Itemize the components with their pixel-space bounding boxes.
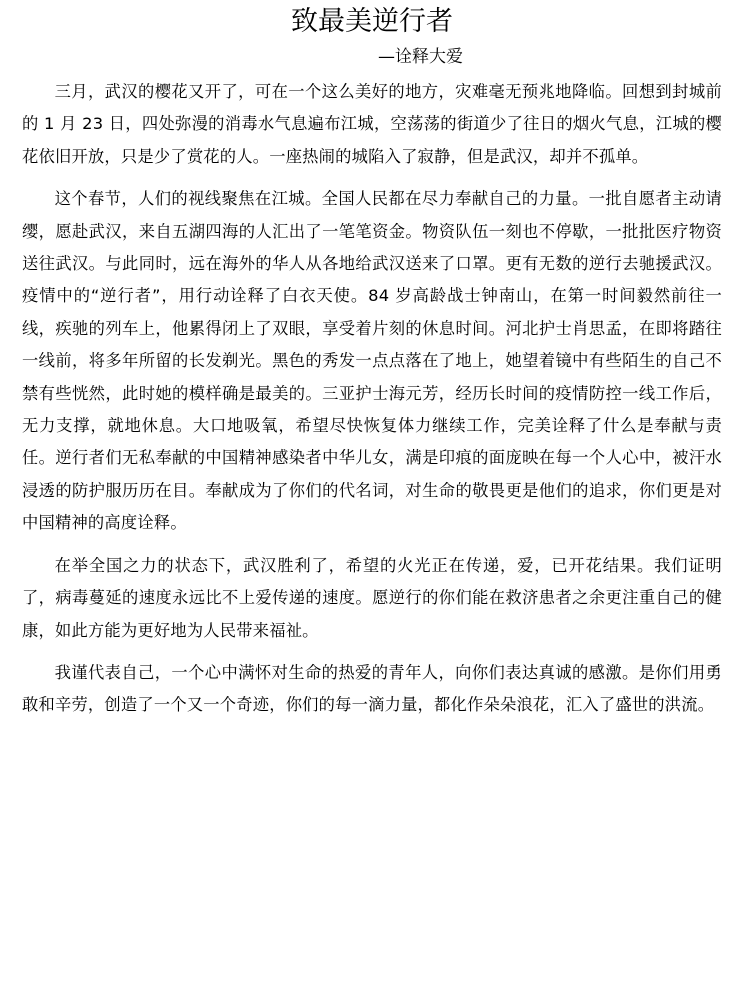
document-subtitle: —诠释大爱 bbox=[378, 47, 463, 67]
paragraph-1: 三月，武汉的樱花又开了，可在一个这么美好的地方，灾难毫无预兆地降临。回想到封城前的 1 月 23 日，四处弥漫的消毒水气息遍布江城，空荡荡的街道少了往日的烟火气息，江城的樱花依旧开放，只是少了赏花的人。一座热闹的城陷入了寂静，但是武汉，却并不孤单。 bbox=[22, 82, 722, 166]
paragraph-4: 我谨代表自己，一个心中满怀对生命的热爱的青年人，向你们表达真诚的感激。是你们用勇敢和辛劳，创造了一个又一个奇迹，你们的每一滴力量，都化作朵朵浪花，汇入了盛世的洪流。 bbox=[22, 662, 722, 715]
document-title: 致最美逆行者 bbox=[291, 6, 453, 37]
paragraph-3: 在举全国之力的状态下，武汉胜利了，希望的火光正在传递，爱，已开花结果。我们证明了，病毒蔓延的速度永远比不上爱传递的速度。愿逆行的你们能在救济患者之余更注重自己的健康，如此方能为更好地为人民带来福祉。 bbox=[22, 555, 722, 640]
document-page bbox=[22, 0, 722, 732]
paragraph-2: 这个春节，人们的视线聚焦在江城。全国人民都在尽力奉献自己的力量。一批自愿者主动请缨，愿赴武汉，来自五湖四海的人汇出了一笔笔资金。物资队伍一刻也不停歇，一批批医疗物资送往武汉。与此同时，远在海外的华人从各地给武汉送来了口罩。更有无数的逆行去驰援武汉。疫情中的“逆行者”，用行动诠释了白衣天使。84 岁高龄战士钟南山，在第一时间毅然前往一线，疾驰的列车上，他累得闭上了双眼，享受着片刻的休息时间。河北护士肖思孟，在即将踏往一线前，将多年所留的长发剃光。黑色的秀发一点点落在了地上，她望着镜中有些陌生的自己不禁有些恍然，此时她的模样确是最美的。三亚护士海元芳，经历长时间的疫情防控一线工作后，无力支撑，就地休息。大口地吸氧，希望尽快恢复体力继续工作，完美诠释了什么是奉献与责任。逆行者们无私奉献的中国精神感染者中华儿女，满是印痕的面庞映在每一个人心中，被汗水浸透的防护服历历在目。奉献成为了你们的代名词，对生命的敬畏更是他们的追求，你们更是对中国精神的高度诠释。 bbox=[22, 189, 722, 533]
